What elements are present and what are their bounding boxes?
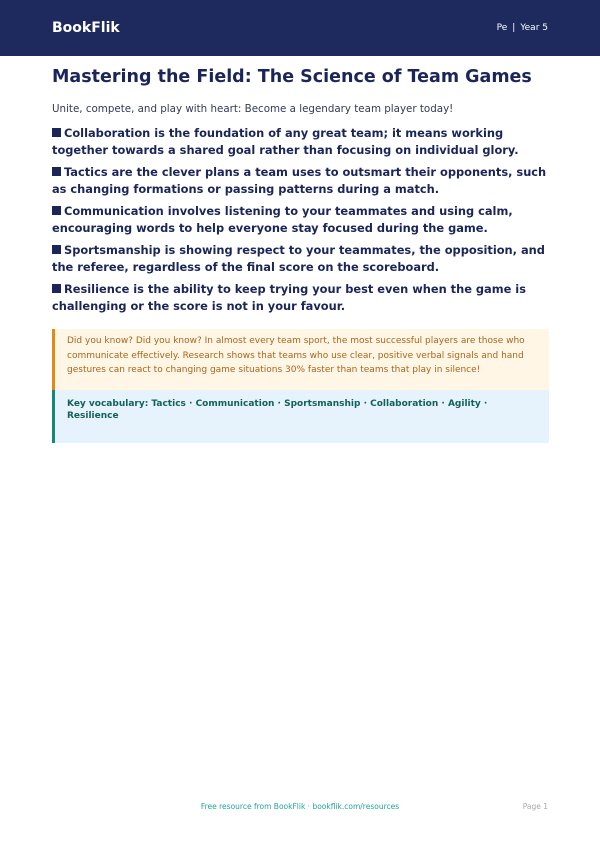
footer-resource-link[interactable]: Free resource from BookFlik · bookflik.com/resources bbox=[200, 802, 400, 811]
point-text: Communication involves listening to your teammates and using calm, encouraging words to help everyone stay focused during the game. bbox=[52, 204, 513, 235]
list-item bbox=[52, 242, 549, 276]
list-item bbox=[52, 203, 549, 237]
page-subtitle: Unite, compete, and play with heart: Become a legendary team player today! bbox=[52, 103, 454, 115]
meta-separator: | bbox=[512, 23, 516, 33]
square-bullet-icon bbox=[52, 128, 61, 137]
page-footer bbox=[0, 802, 600, 814]
square-bullet-icon bbox=[52, 167, 61, 176]
square-bullet-icon bbox=[52, 206, 61, 215]
key-points-list bbox=[52, 125, 549, 315]
square-bullet-icon bbox=[52, 284, 61, 293]
brand-logo-text: BookFlik bbox=[52, 20, 120, 36]
subject-label: Pe bbox=[496, 23, 508, 33]
list-item bbox=[52, 125, 549, 159]
page-title: Mastering the Field: The Science of Team Games bbox=[52, 67, 532, 87]
callout-text: Did you know? Did you know? In almost every team sport, the most successful players are those who communicate effectively. Research shows that teams who use clear, positive verbal signals and hand gestures can react to changing game situations 30% faster than teams that play in silence! bbox=[67, 336, 525, 375]
page-number: Page 1 bbox=[522, 802, 548, 811]
square-bullet-icon bbox=[52, 245, 61, 254]
list-item bbox=[52, 281, 549, 315]
point-text: Tactics are the clever plans a team uses to outsmart their opponents, such as changing formations or passing patterns during a match. bbox=[52, 165, 547, 196]
year-label: Year 5 bbox=[520, 23, 548, 33]
point-text: Sportsmanship is showing respect to your teammates, the opposition, and the referee, regardless of the final score on the scoreboard. bbox=[52, 243, 545, 274]
point-text: Collaboration is the foundation of any great team; it means working together towards a shared goal rather than focusing on individual glory. bbox=[52, 126, 519, 157]
vocab-text: Key vocabulary: Tactics · Communication · Sportsmanship · Collaboration · Agility · Resilience bbox=[67, 398, 488, 421]
point-text: Resilience is the ability to keep trying your best even when the game is challenging or the score is not in your favour. bbox=[52, 282, 526, 313]
main-content bbox=[52, 66, 549, 443]
key-vocabulary-box bbox=[52, 390, 549, 443]
header-bar bbox=[0, 0, 600, 56]
list-item bbox=[52, 164, 549, 198]
header-meta bbox=[497, 23, 548, 33]
did-you-know-callout bbox=[52, 329, 549, 390]
